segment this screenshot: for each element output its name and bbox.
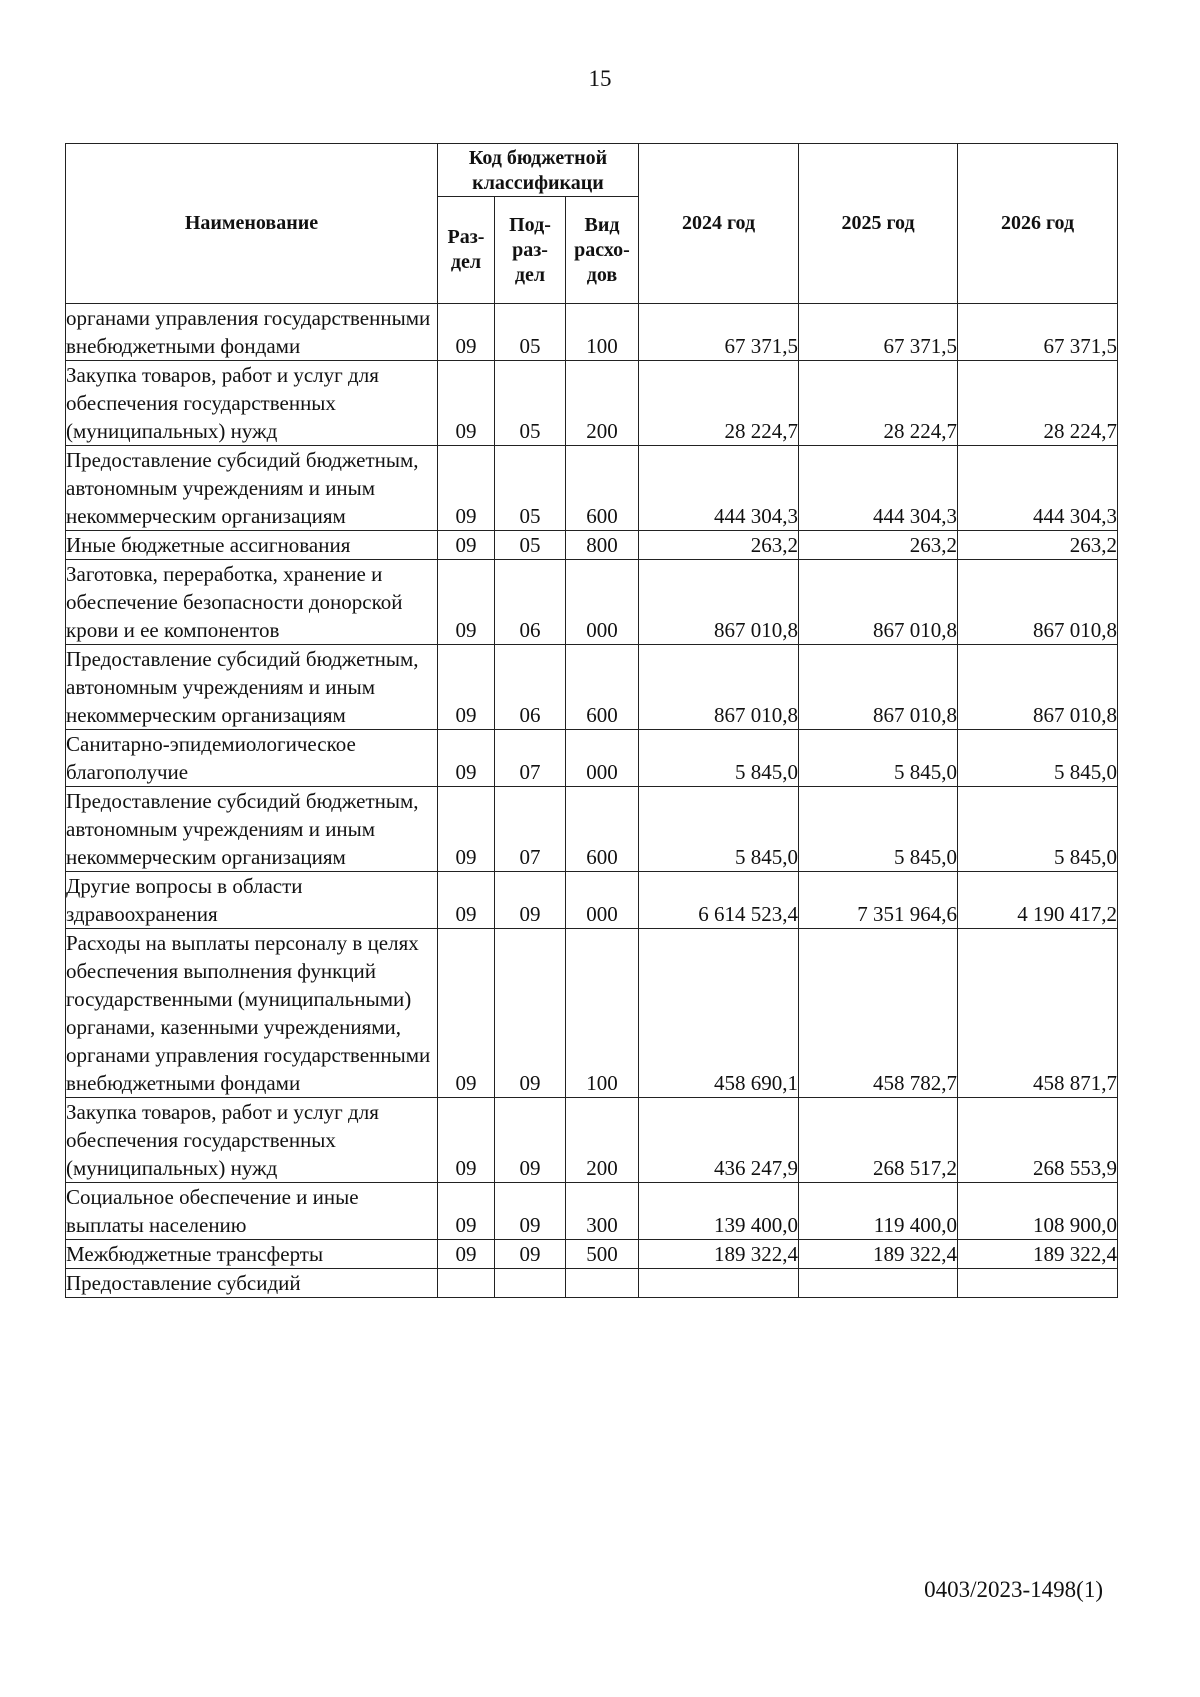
row-podrazdel: 05: [495, 304, 566, 361]
row-value-2026: 458 871,7: [958, 929, 1118, 1098]
row-vid: 300: [566, 1183, 639, 1240]
row-name: Иные бюджетные ассигнования: [66, 531, 438, 560]
row-razdel: 09: [438, 560, 495, 645]
row-value-2025: 119 400,0: [799, 1183, 958, 1240]
row-vid: 500: [566, 1240, 639, 1269]
table-row: [66, 730, 1118, 787]
header-razdel: Раз- дел: [438, 197, 495, 304]
row-value-2024: 189 322,4: [639, 1240, 799, 1269]
header-2026: 2026 год: [958, 144, 1118, 304]
row-value-2026: 67 371,5: [958, 304, 1118, 361]
row-razdel: 09: [438, 730, 495, 787]
row-value-2026: 263,2: [958, 531, 1118, 560]
header-podrazdel: Под- раз- дел: [495, 197, 566, 304]
row-value-2024: 28 224,7: [639, 361, 799, 446]
header-row: [66, 144, 1118, 197]
row-podrazdel: 09: [495, 872, 566, 929]
row-razdel: 09: [438, 1240, 495, 1269]
row-value-2026: 268 553,9: [958, 1098, 1118, 1183]
row-value-2026: 444 304,3: [958, 446, 1118, 531]
row-vid: 600: [566, 446, 639, 531]
row-podrazdel: 09: [495, 1240, 566, 1269]
row-value-2026: 867 010,8: [958, 560, 1118, 645]
row-value-2024: 867 010,8: [639, 560, 799, 645]
row-value-2024: 139 400,0: [639, 1183, 799, 1240]
row-name: Закупка товаров, работ и услуг для обеспечения государственных (муниципальных) нужд: [66, 361, 438, 446]
table-row: [66, 787, 1118, 872]
row-vid: 600: [566, 787, 639, 872]
row-value-2024: 263,2: [639, 531, 799, 560]
row-value-2024: 867 010,8: [639, 645, 799, 730]
row-value-2026: 4 190 417,2: [958, 872, 1118, 929]
table-row: [66, 531, 1118, 560]
row-vid: 100: [566, 929, 639, 1098]
row-name: Санитарно-эпидемиологическое благополучие: [66, 730, 438, 787]
row-value-2025: 263,2: [799, 531, 958, 560]
row-podrazdel: 09: [495, 929, 566, 1098]
row-podrazdel: 05: [495, 361, 566, 446]
row-vid: 000: [566, 730, 639, 787]
header-code-group: Код бюджетной классификаци: [438, 144, 639, 197]
row-podrazdel: 05: [495, 446, 566, 531]
row-vid: 200: [566, 1098, 639, 1183]
table-row: [66, 1183, 1118, 1240]
row-podrazdel: 06: [495, 560, 566, 645]
page-number: 15: [588, 66, 612, 91]
row-value-2024: 436 247,9: [639, 1098, 799, 1183]
table-row: [66, 446, 1118, 531]
row-name: органами управления государственными внебюджетными фондами: [66, 304, 438, 361]
row-value-2026: [958, 1269, 1118, 1298]
row-value-2026: 5 845,0: [958, 730, 1118, 787]
row-vid: 200: [566, 361, 639, 446]
table-row: [66, 560, 1118, 645]
row-razdel: 09: [438, 446, 495, 531]
row-name: Заготовка, переработка, хранение и обеспечение безопасности донорской крови и ее компонентов: [66, 560, 438, 645]
row-name: Межбюджетные трансферты: [66, 1240, 438, 1269]
row-razdel: 09: [438, 1183, 495, 1240]
row-value-2024: 458 690,1: [639, 929, 799, 1098]
row-value-2024: 67 371,5: [639, 304, 799, 361]
header-name: Наименование: [66, 144, 438, 304]
row-razdel: 09: [438, 304, 495, 361]
table-row: [66, 304, 1118, 361]
row-name: Другие вопросы в области здравоохранения: [66, 872, 438, 929]
row-name: Закупка товаров, работ и услуг для обеспечения государственных (муниципальных) нужд: [66, 1098, 438, 1183]
row-value-2025: [799, 1269, 958, 1298]
row-value-2025: 7 351 964,6: [799, 872, 958, 929]
row-value-2025: 458 782,7: [799, 929, 958, 1098]
row-value-2024: 5 845,0: [639, 730, 799, 787]
row-value-2025: 867 010,8: [799, 560, 958, 645]
header-vid: Вид расхо- дов: [566, 197, 639, 304]
table-header: [66, 144, 1118, 304]
row-razdel: [438, 1269, 495, 1298]
row-value-2026: 108 900,0: [958, 1183, 1118, 1240]
row-value-2025: 189 322,4: [799, 1240, 958, 1269]
row-podrazdel: 06: [495, 645, 566, 730]
row-value-2025: 444 304,3: [799, 446, 958, 531]
row-razdel: 09: [438, 1098, 495, 1183]
row-name: Предоставление субсидий бюджетным, автономным учреждениям и иным некоммерческим организациям: [66, 446, 438, 531]
row-name: Предоставление субсидий бюджетным, автономным учреждениям и иным некоммерческим организациям: [66, 645, 438, 730]
row-name: Социальное обеспечение и иные выплаты населению: [66, 1183, 438, 1240]
row-value-2025: 67 371,5: [799, 304, 958, 361]
row-name: Предоставление субсидий: [66, 1269, 438, 1298]
row-vid: 000: [566, 560, 639, 645]
row-razdel: 09: [438, 929, 495, 1098]
row-value-2025: 5 845,0: [799, 787, 958, 872]
row-name: Расходы на выплаты персоналу в целях обеспечения выполнения функций государственными (муниципальными) органами, казенными учреждениями, органами управления государственными внебюджетными фондами: [66, 929, 438, 1098]
row-vid: [566, 1269, 639, 1298]
row-razdel: 09: [438, 645, 495, 730]
table-row: [66, 1098, 1118, 1183]
row-value-2024: 6 614 523,4: [639, 872, 799, 929]
header-2025: 2025 год: [799, 144, 958, 304]
table-row: [66, 1240, 1118, 1269]
row-podrazdel: 05: [495, 531, 566, 560]
table-row: [66, 1269, 1118, 1298]
row-podrazdel: [495, 1269, 566, 1298]
row-name: Предоставление субсидий бюджетным, автономным учреждениям и иным некоммерческим организациям: [66, 787, 438, 872]
table-row: [66, 872, 1118, 929]
row-vid: 800: [566, 531, 639, 560]
row-value-2025: 268 517,2: [799, 1098, 958, 1183]
row-value-2026: 28 224,7: [958, 361, 1118, 446]
row-razdel: 09: [438, 361, 495, 446]
row-value-2025: 867 010,8: [799, 645, 958, 730]
row-podrazdel: 09: [495, 1183, 566, 1240]
row-value-2026: 189 322,4: [958, 1240, 1118, 1269]
row-value-2025: 5 845,0: [799, 730, 958, 787]
row-value-2024: 444 304,3: [639, 446, 799, 531]
table-row: [66, 929, 1118, 1098]
document-number: 0403/2023-1498(1): [924, 1577, 1103, 1602]
budget-table: [65, 143, 1118, 1298]
row-vid: 600: [566, 645, 639, 730]
header-2024: 2024 год: [639, 144, 799, 304]
table-row: [66, 361, 1118, 446]
row-value-2026: 5 845,0: [958, 787, 1118, 872]
row-vid: 000: [566, 872, 639, 929]
row-value-2026: 867 010,8: [958, 645, 1118, 730]
row-razdel: 09: [438, 872, 495, 929]
row-value-2024: [639, 1269, 799, 1298]
row-podrazdel: 07: [495, 730, 566, 787]
row-razdel: 09: [438, 787, 495, 872]
row-podrazdel: 07: [495, 787, 566, 872]
row-value-2025: 28 224,7: [799, 361, 958, 446]
row-razdel: 09: [438, 531, 495, 560]
row-value-2024: 5 845,0: [639, 787, 799, 872]
row-vid: 100: [566, 304, 639, 361]
table-row: [66, 645, 1118, 730]
row-podrazdel: 09: [495, 1098, 566, 1183]
table-body: [66, 304, 1118, 1298]
